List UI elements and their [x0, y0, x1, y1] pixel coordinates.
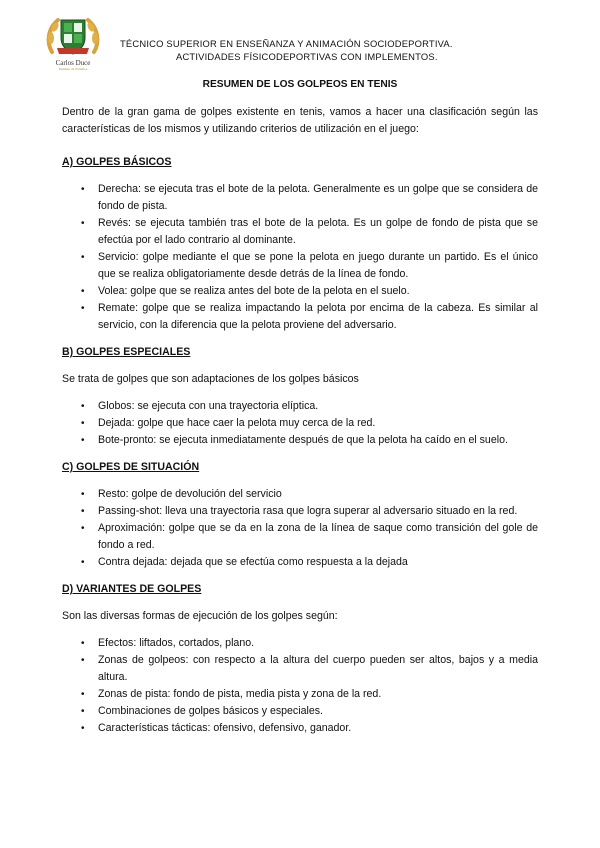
bullet-icon: •: [81, 401, 85, 412]
list-item: [62, 652, 538, 686]
list-item: [62, 520, 538, 554]
header-line-2: ACTIVIDADES FÍSICODEPORTIVAS CON IMPLEMENTOS.: [176, 51, 438, 62]
bullet-icon: •: [81, 418, 85, 429]
list-item-text: Servicio: golpe mediante el que se pone la pelota en juego durante un partido. Es el único que se realiza obligatoriamente desde detrás de la línea de fondo.: [98, 251, 538, 280]
bullet-icon: •: [81, 557, 85, 568]
bullet-list: [62, 398, 538, 449]
list-item: [62, 215, 538, 249]
list-item: [62, 503, 538, 520]
bullet-icon: •: [81, 303, 85, 314]
list-item-text: Características tácticas: ofensivo, defensivo, ganador.: [98, 722, 352, 734]
sections-container: [62, 154, 538, 737]
list-item-text: Resto: golpe de devolución del servicio: [98, 488, 282, 500]
list-item-text: Globos: se ejecuta con una trayectoria elíptica.: [98, 400, 319, 412]
list-item: [62, 703, 538, 720]
list-item: [62, 720, 538, 737]
bullet-icon: •: [81, 723, 85, 734]
bullet-icon: •: [81, 184, 85, 195]
bullet-icon: •: [81, 523, 85, 534]
list-item-text: Revés: se ejecuta también tras el bote de la pelota. Es un golpe de fondo de pista que se efectúa por el lado contrario al dominante.: [98, 217, 538, 246]
list-item: [62, 486, 538, 503]
bullet-icon: •: [81, 218, 85, 229]
bullet-icon: •: [81, 286, 85, 297]
section-heading: D) VARIANTES DE GOLPES: [62, 583, 202, 595]
bullet-icon: •: [81, 706, 85, 717]
bullet-list: [62, 486, 538, 571]
section-heading: B) GOLPES ESPECIALES: [62, 346, 191, 358]
bullet-icon: •: [81, 655, 85, 666]
list-item: [62, 300, 538, 334]
list-item-text: Bote-pronto: se ejecuta inmediatamente después de que la pelota ha caído en el suelo.: [98, 434, 508, 446]
list-item-text: Aproximación: golpe que se da en la zona de la línea de saque como transición del gole de fondo a red.: [98, 522, 538, 551]
document-body: [62, 104, 538, 747]
list-item-text: Remate: golpe que se realiza impactando la pelota por encima de la cabeza. Es similar al servicio, con la diferencia que la pelota proviene del adversario.: [98, 302, 538, 331]
bullet-icon: •: [81, 689, 85, 700]
section-lead: Son las diversas formas de ejecución de los golpes según:: [62, 610, 338, 622]
list-item-text: Volea: golpe que se realiza antes del bote de la pelota en el suelo.: [98, 285, 410, 297]
bullet-icon: •: [81, 252, 85, 263]
laurel-shield-icon: [44, 14, 102, 60]
section-heading: A) GOLPES BÁSICOS: [62, 156, 172, 168]
list-item-text: Passing-shot: lleva una trayectoria rasa que logra superar al adversario situado en la red.: [98, 505, 518, 517]
document-title: RESUMEN DE LOS GOLPEOS EN TENIS: [202, 79, 398, 90]
list-item: [62, 432, 538, 449]
logo-subtext: Instituto de Estudios: [58, 67, 88, 71]
list-item: [62, 686, 538, 703]
page-header: [44, 14, 564, 76]
bullet-icon: •: [81, 435, 85, 446]
bullet-icon: •: [81, 506, 85, 517]
section-heading: C) GOLPES DE SITUACIÓN: [62, 461, 200, 473]
bullet-icon: •: [81, 638, 85, 649]
list-item: [62, 249, 538, 283]
bullet-list: [62, 181, 538, 334]
logo-name: Carlos Duce: [55, 59, 91, 67]
list-item: [62, 554, 538, 571]
header-line-1: TÉCNICO SUPERIOR EN ENSEÑANZA Y ANIMACIÓN SOCIODEPORTIVA.: [120, 38, 453, 49]
list-item: [62, 398, 538, 415]
list-item: [62, 415, 538, 432]
section-lead: Se trata de golpes que son adaptaciones de los golpes básicos: [62, 373, 359, 385]
list-item: [62, 181, 538, 215]
list-item-text: Combinaciones de golpes básicos y especiales.: [98, 705, 323, 717]
list-item-text: Derecha: se ejecuta tras el bote de la pelota. Generalmente es un golpe que se considera de fondo de pista.: [98, 183, 538, 212]
intro-paragraph: Dentro de la gran gama de golpes existente en tenis, vamos a hacer una clasificación según las características de los mismos y utilizando criterios de utilización en el juego:: [62, 106, 538, 135]
list-item-text: Zonas de golpeos: con respecto a la altura del cuerpo pueden ser altos, bajos y a media altura.: [98, 654, 538, 683]
bullet-list: [62, 635, 538, 737]
logo-text: [48, 60, 98, 71]
bullet-icon: •: [81, 489, 85, 500]
school-logo: [44, 14, 102, 72]
list-item-text: Contra dejada: dejada que se efectúa como respuesta a la dejada: [98, 556, 408, 568]
list-item-text: Efectos: liftados, cortados, plano.: [98, 637, 255, 649]
list-item: [62, 635, 538, 652]
list-item-text: Dejada: golpe que hace caer la pelota muy cerca de la red.: [98, 417, 376, 429]
list-item-text: Zonas de pista: fondo de pista, media pista y zona de la red.: [98, 688, 382, 700]
header-titles: [120, 37, 480, 63]
list-item: [62, 283, 538, 300]
